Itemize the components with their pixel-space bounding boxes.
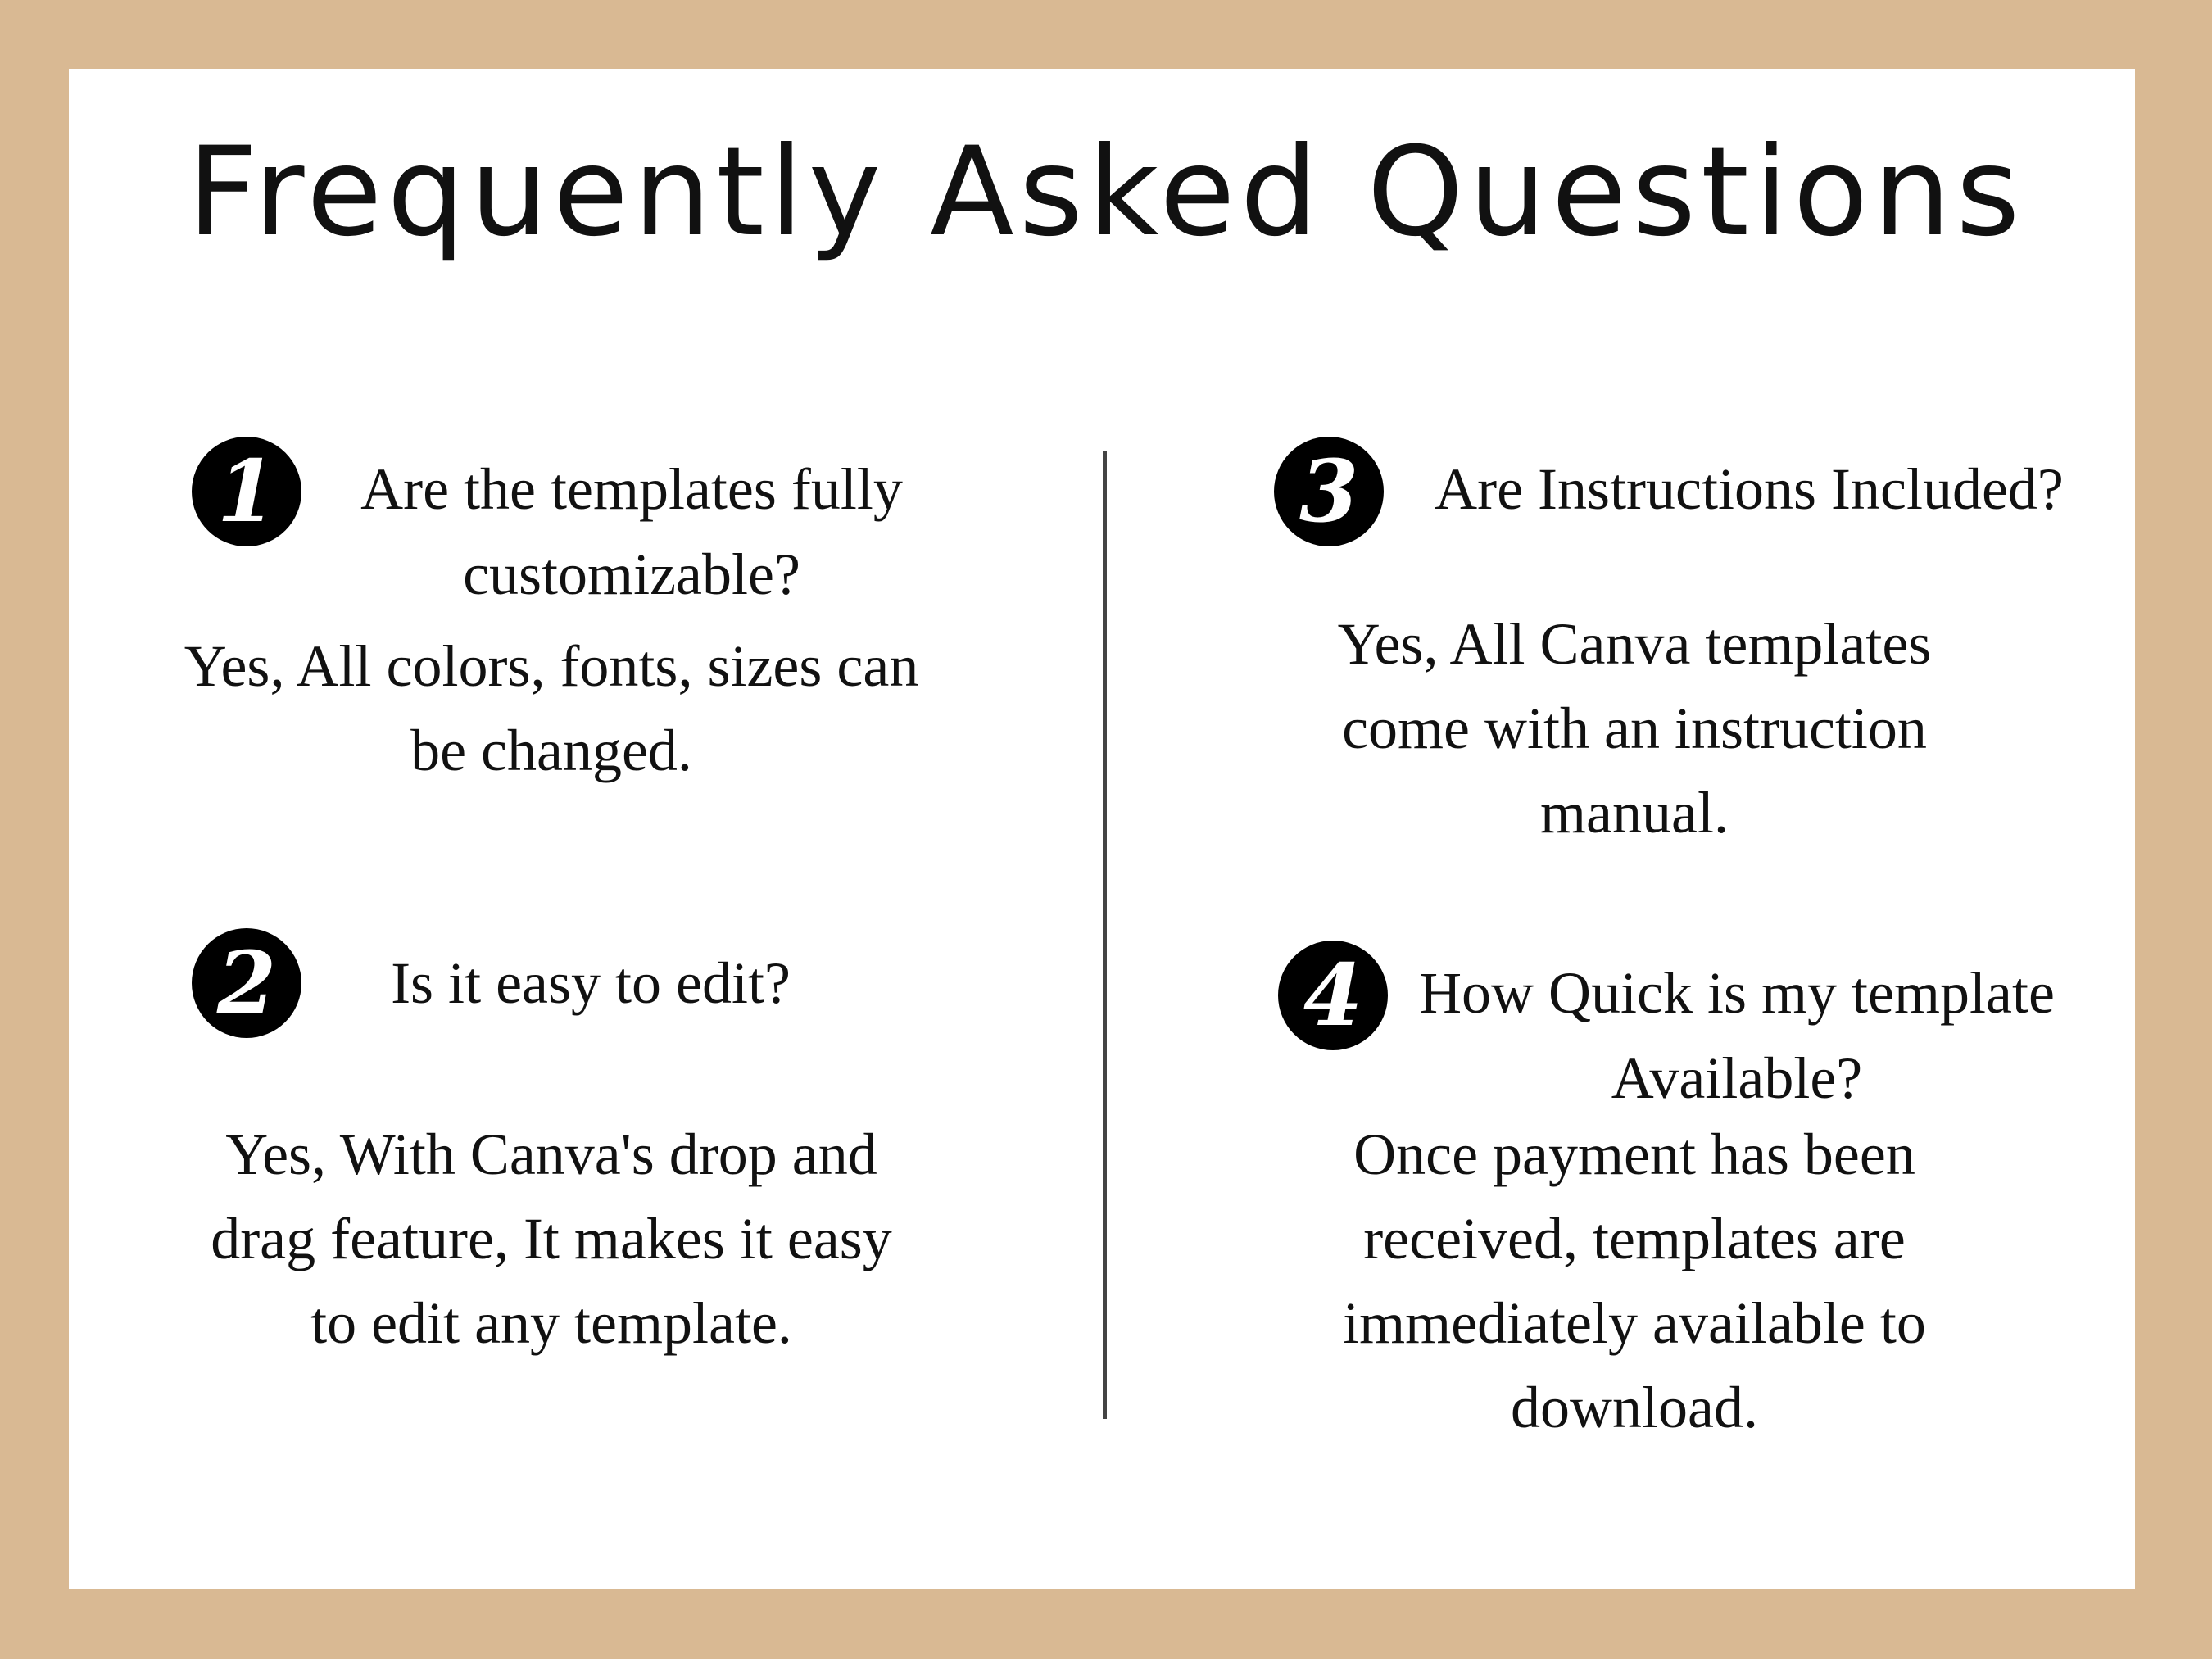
faq-1-question-line-2: customizable? — [463, 542, 800, 607]
faq-3-answer-line-2: come with an instruction — [1342, 696, 1927, 761]
faq-2-question-line-1: Is it easy to edit? — [391, 950, 791, 1016]
number-2-circle-icon: 2 — [192, 928, 301, 1038]
faq-4-answer-line-1: Once payment has been — [1353, 1122, 1915, 1187]
number-4-circle-icon: 4 — [1278, 941, 1388, 1050]
number-1-circle-icon: 1 — [192, 437, 301, 546]
faq-4-question-line-1: How Quick is my template — [1419, 960, 2055, 1026]
faq-4-answer-line-3: immediately available to — [1343, 1290, 1926, 1356]
number-3-circle-icon: 3 — [1274, 437, 1384, 546]
faq-2-answer — [142, 1113, 961, 1366]
faq-4-answer — [1225, 1113, 2044, 1450]
faq-1-answer-line-2: be changed. — [410, 718, 692, 783]
faq-2-question — [304, 941, 877, 1026]
faq-2-answer-line-1: Yes, With Canva's drop and — [225, 1122, 877, 1187]
faq-3-question — [1405, 446, 2093, 532]
faq-3-answer-line-3: manual. — [1540, 780, 1729, 845]
faq-1-question-line-1: Are the templates fully — [360, 456, 903, 522]
faq-1-question — [304, 446, 959, 617]
faq-3-answer — [1225, 602, 2044, 855]
faq-1-answer-line-1: Yes, All colors, fonts, sizes can — [184, 633, 919, 699]
faq-1-answer — [142, 624, 961, 793]
page-title: Frequently Asked Questions — [187, 121, 2025, 264]
faq-2-answer-line-2: drag feature, It makes it easy — [211, 1206, 892, 1271]
faq-3-answer-line-1: Yes, All Canva templates — [1337, 611, 1932, 677]
faq-4-question — [1393, 950, 2081, 1121]
faq-3-question-line-1: Are Instructions Included? — [1435, 456, 2064, 522]
column-divider — [1103, 451, 1107, 1419]
faq-4-answer-line-4: download. — [1511, 1375, 1758, 1440]
faq-4-question-line-2: Available? — [1611, 1045, 1863, 1111]
faq-2-answer-line-3: to edit any template. — [310, 1290, 792, 1356]
faq-4-answer-line-2: received, templates are — [1363, 1206, 1906, 1271]
